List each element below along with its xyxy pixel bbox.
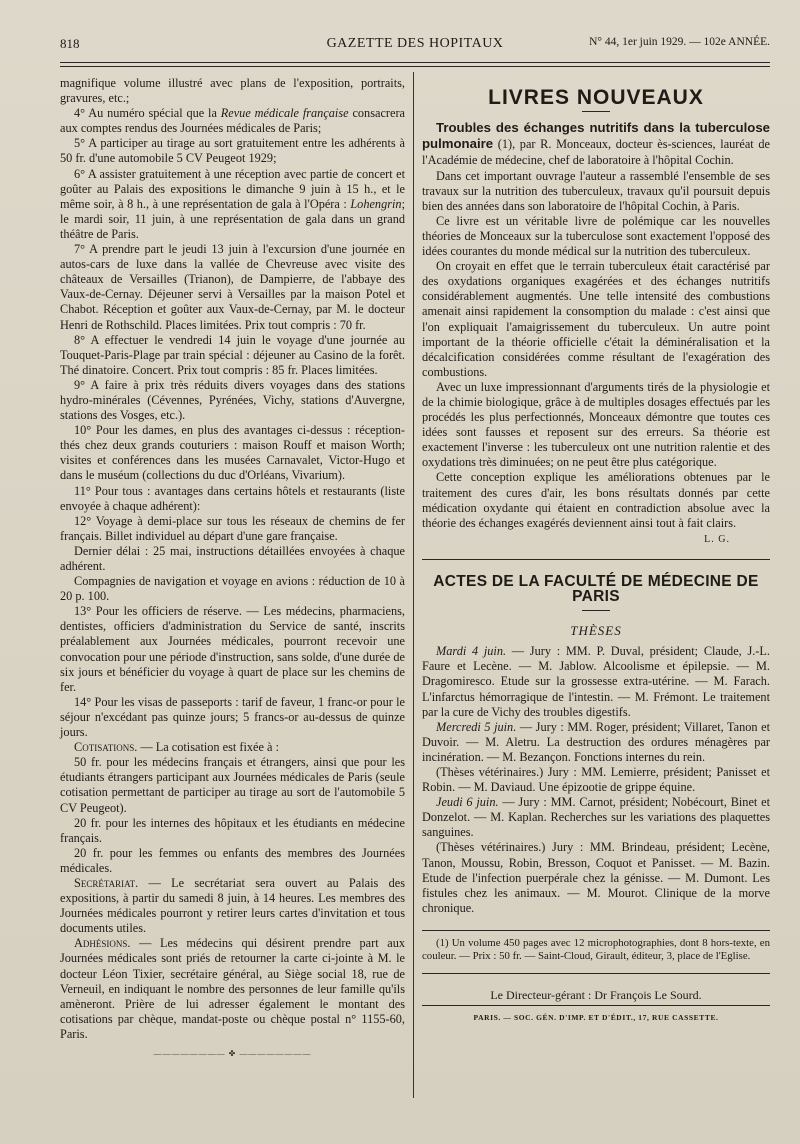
- text-run: — Jury : MM. Carnot, président; Nobécourt, Binet et Donzelot. — M. Kaplan. Recherches sur les variations des plaquettes sanguines.: [422, 795, 770, 840]
- paragraph: [422, 720, 770, 765]
- section-label: Adhésions.: [74, 936, 131, 951]
- text-run: ; le mardi soir, 11 juin, à une représentation de gala dans un grand théâtre de Paris.: [60, 196, 405, 241]
- paragraph: 13° Pour les officiers de réserve. — Les médecins, pharmaciens, dentistes, officiers d'administration du Service de santé, inscrits préalablement aux Journées médicales, pourront recevoir une convocation pour une période d'instruction, sans solde, d'une durée de six jours et bénéficier du voyage à quart de place sur les chemins de fer.: [60, 604, 405, 694]
- section-label: Secrétariat.: [74, 875, 139, 890]
- text-run: 6° A assister gratuitement à une réception avec partie de concert et goûter au Palais des expositions le dimanche 9 juin à 15 h., et le même soir, à 8 h., à une représentation de gala à l'Opéra :: [60, 166, 405, 211]
- paragraph: 10° Pour les dames, en plus des avantages ci-dessus : réception-thés chez deux grands couturiers : maison Rouff et maison Worth; visites et conférences dans les musées Carnavalet, Victor-Hugo et dans le muséum (collections du duc d'Orléans, Vivarium).: [60, 423, 405, 483]
- livres-nouveaux-title: LIVRES NOUVEAUX: [488, 86, 704, 109]
- page-number: 818: [60, 36, 80, 51]
- text-run: 4° Au numéro spécial que la: [74, 106, 221, 121]
- opera-name: Lohengrin: [350, 196, 402, 211]
- paragraph: 8° A effectuer le vendredi 14 juin le voyage d'une journée au Touquet-Paris-Plage par train spécial : déjeuner au Casino de la forêt. Thé dinatoire. Concert. Prix tout compris : 85 fr. Places limitées.: [60, 332, 405, 377]
- book-author: (1), par R. Monceaux, docteur ès-sciences, lauréat de l'Académie de médecine, chef de laboratoire à l'hôpital Cochin.: [422, 136, 770, 168]
- thesis-date: Mercredi 5 juin.: [436, 719, 517, 734]
- text-run: consacrera aux comptes rendus des Journées médicales de Paris;: [60, 106, 406, 136]
- printer-line: PARIS. — SOC. GÉN. D'IMP. ET D'ÉDIT., 17, RUE CASSETTE.: [473, 1013, 719, 1023]
- paragraph: Ce livre est un véritable livre de polémique car les nouvelles théories de Monceaux sur la tuberculose sont exactement l'opposé des idées courantes du monde médical sur la nutrition des tuberculeux.: [422, 213, 770, 259]
- section-rule: [422, 1005, 770, 1006]
- paragraph: Dans cet important ouvrage l'auteur a rassemblé l'ensemble de ses travaux sur la nutrition des tuberculeux, travaux qu'il poursuit depuis bien des années dans son laboratoire de l'hôpital Cochin, à Paris.: [422, 168, 770, 213]
- paragraph: Cette conception explique les améliorations obtenues par le traitement des cures d'air, les bons résultats donnés par cette médication oxydante qui étaient en contradiction absolue avec la théorie des échanges exagérés deviennent ainsi tout à fait clairs.: [422, 470, 770, 530]
- footnote: (1) Un volume 450 pages avec 12 microphotographies, dont 8 hors-texte, en couleur. — Prix : 50 fr. — Saint-Cloud, Girault, éditeur, 3, place de l'Eglise.: [422, 936, 770, 963]
- paragraph: 9° A faire à prix très réduits divers voyages dans des stations hydro-minérales (Cévennes, Pyrénées, Vichy, stations d'Auvergne, stations des Vosges, etc.).: [60, 377, 405, 423]
- paragraph: Avec un luxe impressionnant d'arguments tirés de la physiologie et de la chimie biologique, grâce à de multiples dosages effectués par les procédés les plus perfectionnés, Monceaux démontre que toutes ces idées sont fausses et reposent sur des erreurs. Sa théorie est exactement l'inverse : les tuberculeux ont une nutrition ralentie et des oxydations très diminuées; on ne peut être plus catégorique.: [422, 379, 770, 470]
- page-header: [60, 36, 770, 58]
- paragraph: On croyait en effet que le terrain tuberculeux était caractérisé par des oxydations organiques exagérées et des échanges nutritifs considérablement augmentés. Une telle intensité des combustions amenait ainsi rapidement la consomption du malade : c'est ainsi que l'on expliquait l'amaigrissement du tuberculeux. Un autre point important de la théorie officielle c'était la déminéralisation et la décalcification considérées comme résultant de l'exagération des combustions.: [422, 259, 770, 379]
- section-rule: [422, 559, 770, 560]
- book-title: [422, 120, 770, 169]
- actes-title: ACTES DE LA FACULTÉ DE MÉDECINE DE PARIS: [433, 572, 759, 606]
- paragraph: 14° Pour les visas de passeports : tarif de faveur, 1 franc-or pour le séjour n'excédant pas quinze jours; 5 francs-or au-dessus de quinze jours.: [60, 694, 405, 740]
- paragraph: [422, 644, 770, 719]
- title-rule: [582, 610, 610, 611]
- review-signature: L. G.: [704, 533, 730, 545]
- text-run: — Les médecins qui désirent prendre part aux Journées médicales sont priés de retourner la carte ci-jointe à M. le docteur Léon Tixier, secrétaire général, au Siège social 18, rue de Verneuil, en indiquant le nombre des personnes de leur famille qu'ils amèneront. Prière de lui adresser également le montant des cotisations par chèque, mandat-poste ou chèque postal n° 1155-60, Paris.: [60, 936, 405, 1041]
- paragraph: [60, 936, 405, 1042]
- title-rule: [582, 111, 610, 112]
- end-ornament: ———————— ✤ ————————: [153, 1049, 312, 1058]
- journal-title: GAZETTE DES HOPITAUX: [326, 36, 504, 51]
- header-rule: [60, 62, 770, 63]
- left-column: [60, 76, 405, 1061]
- paragraph: 12° Voyage à demi-place sur tous les réseaux de chemins de fer français. Billet individuel au départ d'une gare française.: [60, 513, 405, 543]
- paragraph: 50 fr. pour les médecins français et étrangers, ainsi que pour les étudiants étrangers participant aux Journées médicales de Paris (seule cotisation permettant de participer au tirage au sort de l'automobile 5 CV Peugeot).: [60, 755, 405, 815]
- paragraph: [60, 876, 405, 936]
- text-run: — Jury : MM. P. Duval, président; Claude, J.-L. Faure et Lecène. — M. Jablow. Alcoolisme et épilepsie. — M. Dragomiresco. Etude sur la grossesse extra-utérine. — M. Farach. L'infarctus hémorragique de l'intestin. — M. Frémont. Le traitement par la cure de Vichy des troubles digestifs.: [422, 644, 770, 719]
- header-rule-thin: [60, 66, 770, 67]
- right-column: [422, 76, 770, 1026]
- section-rule: [422, 973, 770, 974]
- paragraph: 11° Pour tous : avantages dans certains hôtels et restaurants (liste envoyée à chaque adhérent):: [60, 483, 405, 513]
- text-run: — La cotisation est fixée à :: [137, 740, 279, 755]
- paragraph: [422, 795, 770, 840]
- paragraph: magnifique volume illustré avec plans de l'exposition, portraits, gravures, etc.;: [60, 76, 405, 106]
- theses-heading: THÈSES: [570, 623, 622, 639]
- book-title-bold: Troubles des échanges nutritifs dans la tuberculose pulmonaire: [422, 120, 770, 151]
- paragraph: Compagnies de navigation et voyage en avions : réduction de 10 à 20 p. 100.: [60, 574, 405, 604]
- paragraph: (Thèses vétérinaires.) Jury : MM. Brindeau, président; Lecène, Tanon, Moussu, Robin, Bresson, Coquot et Panisset. — M. Bazin. Etude de l'infection puerpérale chez la génisse. — M. Dumont. Les fistules chez les animaux. — M. Mourot. Clinique de la morve chronique.: [422, 840, 770, 915]
- footnote-rule: [422, 930, 770, 931]
- paragraph: 20 fr. pour les femmes ou enfants des membres des Journées médicales.: [60, 845, 405, 875]
- paragraph: (Thèses vétérinaires.) Jury : MM. Lemierre, président; Panisset et Robin. — M. Daviaud. Une épizootie de grippe équine.: [422, 764, 770, 795]
- paragraph: Dernier délai : 25 mai, instructions détaillées envoyées à chaque adhérent.: [60, 543, 405, 573]
- issue-info: N° 44, 1er juin 1929. — 102e ANNÉE.: [589, 36, 770, 48]
- text-run: — Le secrétariat sera ouvert au Palais des expositions, à partir du samedi 8 juin, à 14 heures. Les membres des Journées médicales pourront y retirer leurs cartes d'invitation et tous documents utiles.: [60, 875, 405, 936]
- paragraph: 7° A prendre part le jeudi 13 juin à l'excursion d'une journée en autos-cars de luxe dans la vallée de Chevreuse avec visite des châteaux de Versailles (Trianon), de Dampierre, de l'abbaye des Vaux-de-Cernay. Déjeuner servi à Versailles par la maison Potel et Chabot. Réception et goûter aux Vaux-de-Cernay, par M. le docteur Henri de Rothschild. Places limitées. Prix tout compris : 70 fr.: [60, 242, 405, 332]
- column-divider: [413, 72, 414, 1098]
- paragraph: [60, 167, 405, 242]
- directeur-gerant: Le Directeur-gérant : Dr François Le Sourd.: [490, 988, 702, 1003]
- paragraph: 5° A participer au tirage au sort gratuitement entre les adhérents à 50 fr. d'une automobile 5 CV Peugeot 1929;: [60, 136, 405, 166]
- paragraph: [60, 106, 405, 136]
- thesis-date: Mardi 4 juin.: [436, 644, 507, 659]
- text-run: — Jury : MM. Roger, président; Villaret, Tanon et Duvoir. — M. Aletru. La destruction des ordures ménagères par incinération. — M. Bezançon. Fonctions internes du rein.: [422, 719, 770, 764]
- journal-name: Revue médicale française: [220, 106, 349, 121]
- paragraph: [60, 740, 405, 755]
- paragraph: 20 fr. pour les internes des hôpitaux et les étudiants en médecine français.: [60, 815, 405, 845]
- section-label: Cotisations.: [74, 740, 138, 755]
- thesis-date: Jeudi 6 juin.: [436, 795, 499, 810]
